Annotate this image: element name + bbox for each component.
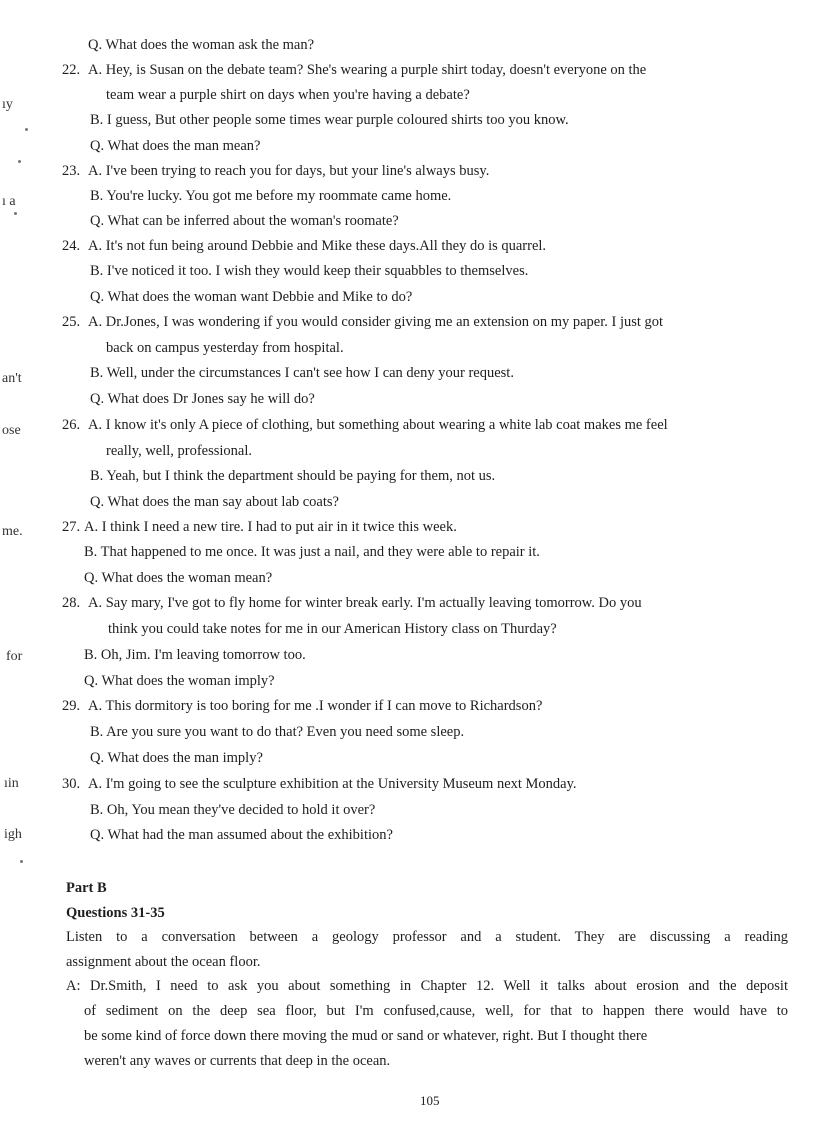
item-26-a-line1: A. I know it's only A piece of clothing, but something about wearing a white lab coat makes me feel bbox=[88, 417, 668, 433]
part-b-dialogue-line3: be some kind of force down there moving the mud or sand or whatever, right. But I thought there bbox=[84, 1028, 648, 1044]
item-24-a: A. It's not fun being around Debbie and Mike these days.All they do is quarrel. bbox=[88, 238, 547, 254]
item-23-a: A. I've been trying to reach you for days, but your line's always busy. bbox=[88, 163, 490, 179]
part-b-dialogue-line1: A: Dr.Smith, I need to ask you about something in Chapter 12. Well it talks about erosion and the deposit bbox=[66, 978, 788, 994]
item-27-b: B. That happened to me once. It was just a nail, and they were able to repair it. bbox=[84, 544, 540, 560]
item-23-b: B. You're lucky. You got me before my roommate came home. bbox=[90, 188, 452, 204]
item-25-question: Q. What does Dr Jones say he will do? bbox=[90, 391, 315, 407]
part-b-subtitle: Questions 31-35 bbox=[66, 905, 165, 921]
item-22-a-line2: team wear a purple shirt on days when you're having a debate? bbox=[106, 87, 470, 103]
margin-fragment: an't bbox=[2, 371, 22, 386]
item-30-question: Q. What had the man assumed about the exhibition? bbox=[90, 827, 393, 843]
item-number: 26. bbox=[62, 417, 81, 433]
part-b-intro-line2: assignment about the ocean floor. bbox=[66, 954, 261, 970]
margin-fragment: me. bbox=[2, 524, 23, 539]
item-number: 22. bbox=[62, 62, 81, 78]
item-28-question: Q. What does the woman imply? bbox=[84, 673, 275, 689]
item-29-a: A. This dormitory is too boring for me .I wonder if I can move to Richardson? bbox=[88, 698, 543, 714]
item-27-a: A. I think I need a new tire. I had to put air in it twice this week. bbox=[84, 519, 457, 535]
item-25-b: B. Well, under the circumstances I can't see how I can deny your request. bbox=[90, 365, 514, 381]
part-b-intro-line1: Listen to a conversation between a geology professor and a student. They are discussing a reading bbox=[66, 929, 788, 945]
margin-fragment: for bbox=[6, 649, 23, 664]
item-25-a-line2: back on campus yesterday from hospital. bbox=[106, 340, 344, 356]
part-b-title: Part B bbox=[66, 880, 107, 896]
item-number: 23. bbox=[62, 163, 81, 179]
item-26-b: B. Yeah, but I think the department should be paying for them, not us. bbox=[90, 468, 496, 484]
item-number: 24. bbox=[62, 238, 81, 254]
part-b-dialogue-line2: of sediment on the deep sea floor, but I'm confused,cause, well, for that to happen there would have to bbox=[84, 1003, 788, 1019]
item-number: 27. bbox=[62, 519, 81, 535]
item-30-a: A. I'm going to see the sculpture exhibition at the University Museum next Monday. bbox=[88, 776, 577, 792]
item-24-b: B. I've noticed it too. I wish they would keep their squabbles to themselves. bbox=[90, 263, 529, 279]
scan-speck bbox=[18, 160, 21, 163]
item-22-a-line1: A. Hey, is Susan on the debate team? She's wearing a purple shirt today, doesn't everyone on the bbox=[88, 62, 647, 78]
margin-fragment: ıin bbox=[4, 776, 19, 791]
item-26-question: Q. What does the man say about lab coats? bbox=[90, 494, 339, 510]
item-29-question: Q. What does the man imply? bbox=[90, 750, 263, 766]
item-number: 28. bbox=[62, 595, 81, 611]
item-25-a-line1: A. Dr.Jones, I was wondering if you would consider giving me an extension on my paper. I just got bbox=[88, 314, 664, 330]
item-24-question: Q. What does the woman want Debbie and Mike to do? bbox=[90, 289, 413, 305]
item-22-question: Q. What does the man mean? bbox=[90, 138, 261, 154]
scan-speck bbox=[20, 860, 23, 863]
item-number: 25. bbox=[62, 314, 81, 330]
item-27-question: Q. What does the woman mean? bbox=[84, 570, 273, 586]
part-b-dialogue-line4: weren't any waves or currents that deep in the ocean. bbox=[84, 1053, 391, 1069]
margin-fragment: ıy bbox=[2, 97, 13, 112]
item-26-a-line2: really, well, professional. bbox=[106, 443, 253, 459]
item-22-b: B. I guess, But other people some times wear purple coloured shirts too you know. bbox=[90, 112, 569, 128]
item-21-question: Q. What does the woman ask the man? bbox=[88, 37, 315, 53]
item-number: 30. bbox=[62, 776, 81, 792]
scan-speck bbox=[14, 212, 17, 215]
item-28-b: B. Oh, Jim. I'm leaving tomorrow too. bbox=[84, 647, 306, 663]
item-30-b: B. Oh, You mean they've decided to hold it over? bbox=[90, 802, 376, 818]
scan-speck bbox=[25, 128, 28, 131]
margin-fragment: ı a bbox=[2, 194, 16, 209]
item-29-b: B. Are you sure you want to do that? Even you need some sleep. bbox=[90, 724, 465, 740]
item-28-a-line1: A. Say mary, I've got to fly home for winter break early. I'm actually leaving tomorrow. Do you bbox=[88, 595, 642, 611]
item-number: 29. bbox=[62, 698, 81, 714]
item-23-question: Q. What can be inferred about the woman's roomate? bbox=[90, 213, 399, 229]
margin-fragment: ose bbox=[2, 423, 21, 438]
page-number: 105 bbox=[420, 1093, 440, 1108]
margin-fragment: igh bbox=[4, 827, 22, 842]
item-28-a-line2: think you could take notes for me in our American History class on Thurday? bbox=[108, 621, 557, 637]
